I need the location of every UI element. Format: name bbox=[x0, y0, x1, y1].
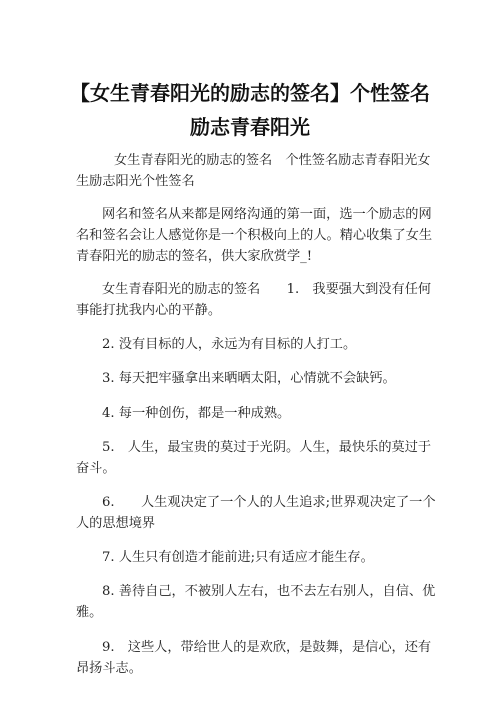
intro-header-paragraph: 女生青春阳光的励志的签名 个性签名励志青春阳光女生励志阳光个性签名 bbox=[76, 153, 431, 189]
list-item: 6. 人生观决定了一个人的人生追求;世界观决定了一个人的思想境界 bbox=[76, 494, 436, 531]
list-item: 7. 人生只有创造才能前进;只有适应才能生存。 bbox=[102, 550, 374, 566]
document-body bbox=[76, 150, 436, 691]
list-header-paragraph: 女生青春阳光的励志的签名 1. 我要强大到没有任何事能打扰我内心的平静。 bbox=[76, 282, 432, 318]
page-title-line-2: 励志青春阳光 bbox=[190, 115, 310, 139]
list-item: 3. 每天把牢骚拿出来晒晒太阳，心情就不会缺钙。 bbox=[102, 371, 396, 387]
page-title-line-1: 【女生青春阳光的励志的签名】个性签名 bbox=[70, 81, 430, 105]
list-item: 2. 没有目标的人，永远为有目标的人打工。 bbox=[102, 337, 357, 353]
list-item: 9. 这些人，带给世人的是欢欣，是鼓舞，是信心，还有昂扬斗志。 bbox=[76, 639, 432, 676]
list-item: 8. 善待自己，不被别人左右，也不去左右别人，自信、优雅。 bbox=[76, 584, 436, 621]
intro-text-paragraph: 网名和签名从来都是网络沟通的第一面，选一个励志的网名和签名会让人感觉你是一个积极向上的人。精心收集了女生青春阳光的励志的签名，供大家欣赏学_! bbox=[76, 207, 433, 264]
list-item: 5. 人生，最宝贵的莫过于光阴。人生，最快乐的莫过于奋斗。 bbox=[76, 439, 432, 476]
list-item: 4. 每一种创伤，都是一种成熟。 bbox=[102, 405, 291, 421]
